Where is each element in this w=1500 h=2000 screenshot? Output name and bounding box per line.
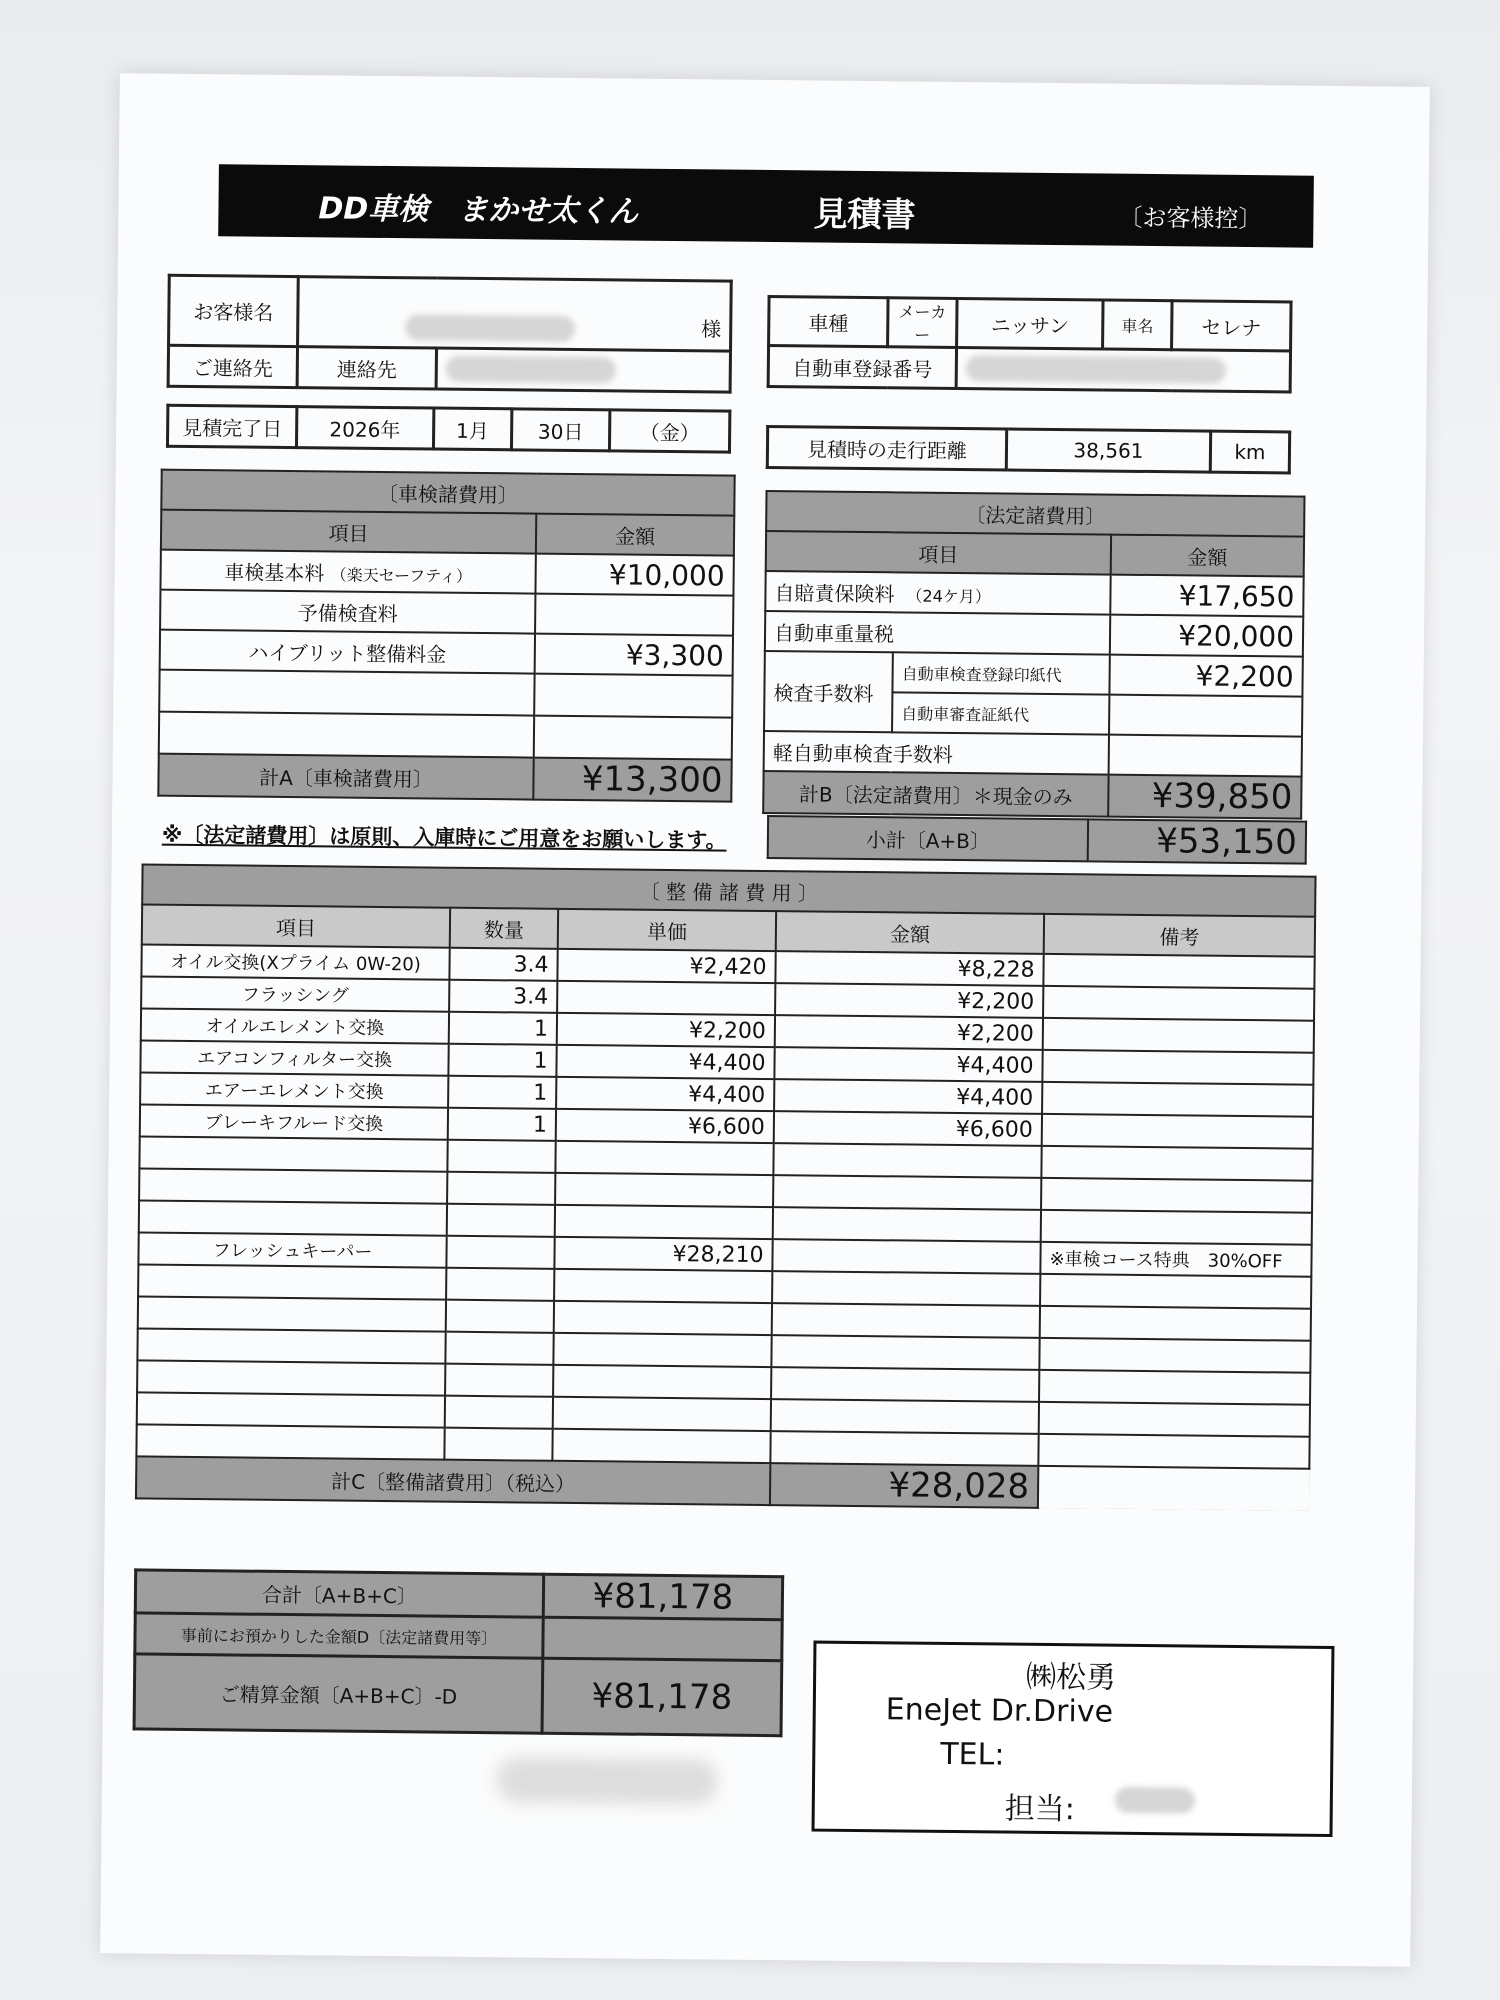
row-amount: ¥4,400 bbox=[774, 1047, 1042, 1082]
row-remarks bbox=[1043, 954, 1314, 989]
row-remarks bbox=[1043, 1018, 1314, 1053]
date-year: 2026年 bbox=[296, 407, 433, 449]
inspection-fee-label: 検査手数料 bbox=[764, 651, 893, 732]
light-vehicle-label: 軽自動車検査手数料 bbox=[764, 731, 1109, 775]
subtotal-value: ¥53,150 bbox=[1088, 819, 1306, 863]
row-unit-price bbox=[555, 1141, 773, 1175]
model-value: セレナ bbox=[1172, 301, 1291, 351]
estimate-sheet bbox=[100, 73, 1430, 1967]
col-quantity: 数量 bbox=[450, 908, 558, 949]
date-label: 見積完了日 bbox=[167, 405, 296, 447]
row-quantity bbox=[447, 1172, 555, 1205]
row-remarks bbox=[1040, 1274, 1311, 1309]
row-unit-price: ¥2,420 bbox=[557, 949, 775, 983]
row-item bbox=[139, 1168, 447, 1203]
stamp1-amount: ¥2,200 bbox=[1109, 655, 1302, 697]
col-unit-price: 単価 bbox=[558, 909, 776, 951]
mileage-table bbox=[766, 425, 1291, 474]
row-quantity: 3.4 bbox=[449, 980, 557, 1013]
legal-total: ¥39,850 bbox=[1108, 775, 1301, 819]
maintenance-table bbox=[135, 863, 1317, 1511]
light-vehicle-amount bbox=[1109, 735, 1302, 777]
copy-label: 〔お客様控〕 bbox=[1118, 203, 1263, 234]
maintenance-total-label: 計C〔整備諸費用〕（税込） bbox=[136, 1456, 770, 1505]
row-unit-price bbox=[553, 1365, 771, 1399]
row-amount: ¥6,600 bbox=[774, 1111, 1042, 1146]
row-quantity bbox=[446, 1268, 554, 1301]
row-remarks bbox=[1039, 1338, 1310, 1373]
header-banner bbox=[218, 164, 1314, 247]
sum-value: ¥81,178 bbox=[543, 1574, 782, 1620]
row-quantity: 1 bbox=[448, 1108, 556, 1141]
date-month: 1月 bbox=[433, 408, 512, 450]
row-unit-price: ¥2,200 bbox=[557, 1013, 775, 1047]
insurance-note: （24ケ月） bbox=[914, 586, 991, 606]
sum-label: 合計〔A+B+C〕 bbox=[135, 1570, 543, 1617]
row-item: フレッシュキーパー bbox=[138, 1232, 446, 1267]
row-unit-price bbox=[554, 1269, 772, 1303]
document-title: 見積書 bbox=[813, 194, 916, 236]
customer-name-label: お客様名 bbox=[169, 275, 299, 346]
row-unit-price bbox=[554, 1301, 772, 1335]
row-amount bbox=[771, 1335, 1039, 1370]
stamp2-label: 自動車審査証紙代 bbox=[892, 692, 1109, 734]
col-remarks: 備考 bbox=[1044, 914, 1315, 957]
row-item bbox=[138, 1264, 446, 1299]
redacted-stamp bbox=[497, 1757, 717, 1804]
settlement-value: ¥81,178 bbox=[542, 1658, 782, 1735]
row-item: ブレーキフルード交換 bbox=[140, 1104, 448, 1139]
insurance-amount: ¥17,650 bbox=[1110, 575, 1303, 617]
vehicle-table bbox=[767, 295, 1293, 393]
summary-table bbox=[133, 1568, 785, 1737]
legal-col-amount: 金額 bbox=[1111, 535, 1304, 577]
shaken-row-item: 予備検査料 bbox=[160, 590, 535, 634]
row-quantity bbox=[445, 1396, 553, 1429]
row-item bbox=[138, 1296, 446, 1331]
row-remarks: ※車検コース特典 30%OFF bbox=[1040, 1242, 1311, 1277]
col-item: 項目 bbox=[142, 904, 450, 947]
row-remarks bbox=[1043, 986, 1314, 1021]
row-unit-price bbox=[555, 1205, 773, 1239]
shaken-col-amount: 金額 bbox=[536, 514, 734, 556]
brand-title: DD車検 まかせ太くん bbox=[318, 191, 639, 230]
row-quantity bbox=[446, 1236, 554, 1269]
row-unit-price: ¥6,600 bbox=[556, 1109, 774, 1143]
subtotal-label: 小計〔A+B〕 bbox=[768, 816, 1088, 861]
tel-label: TEL: bbox=[940, 1736, 1005, 1773]
shaken-row-amount: ¥10,000 bbox=[535, 554, 733, 596]
row-amount: ¥2,200 bbox=[775, 983, 1043, 1018]
shaken-row-amount: ¥3,300 bbox=[535, 634, 733, 676]
shaken-row-item: ハイブリット整備料金 bbox=[160, 630, 535, 674]
shaken-fees-title: 〔車検諸費用〕 bbox=[161, 470, 734, 516]
date-day: 30日 bbox=[512, 409, 610, 451]
row-remarks bbox=[1041, 1210, 1312, 1245]
mileage-label: 見積時の走行距離 bbox=[767, 426, 1006, 470]
row-item bbox=[137, 1360, 445, 1395]
customer-table bbox=[167, 274, 733, 394]
row-item bbox=[137, 1392, 445, 1427]
row-quantity bbox=[447, 1140, 555, 1173]
row-quantity bbox=[446, 1300, 554, 1333]
shaken-row-note: （楽天セーフティ） bbox=[330, 564, 473, 586]
row-item: フラッシング bbox=[141, 976, 449, 1011]
row-unit-price bbox=[555, 1173, 773, 1207]
row-amount: ¥4,400 bbox=[774, 1079, 1042, 1114]
row-remarks bbox=[1040, 1306, 1311, 1341]
col-amount: 金額 bbox=[776, 911, 1044, 954]
row-remarks bbox=[1038, 1434, 1309, 1469]
legal-total-label: 計B〔法定諸費用〕＊現金のみ bbox=[763, 771, 1108, 817]
row-unit-price bbox=[557, 981, 775, 1015]
row-item bbox=[136, 1424, 444, 1459]
row-amount bbox=[773, 1143, 1041, 1178]
shaken-row-amount bbox=[535, 594, 733, 636]
row-amount bbox=[771, 1367, 1039, 1402]
mileage-unit: km bbox=[1210, 431, 1289, 473]
row-unit-price bbox=[552, 1429, 770, 1463]
date-table bbox=[166, 404, 731, 454]
company-box bbox=[812, 1641, 1335, 1837]
legal-col-item: 項目 bbox=[766, 531, 1111, 575]
maker-label: メーカー bbox=[888, 298, 958, 348]
row-item: オイルエレメント交換 bbox=[141, 1008, 449, 1043]
honorific: 様 bbox=[701, 316, 722, 342]
shaken-row-amount bbox=[534, 716, 732, 760]
legal-fee-note: ※〔法定諸費用〕は原則、入庫時にご用意をお願いします。 bbox=[161, 822, 727, 853]
maker-value: ニッサン bbox=[957, 298, 1104, 349]
shaken-row-amount bbox=[534, 674, 732, 718]
redacted-staff bbox=[1115, 1787, 1195, 1814]
row-amount bbox=[771, 1399, 1039, 1434]
row-amount bbox=[770, 1431, 1038, 1466]
row-amount bbox=[773, 1207, 1041, 1242]
shaken-row-item: 車検基本料 bbox=[224, 559, 325, 585]
row-amount: ¥8,228 bbox=[775, 951, 1043, 986]
redacted-registration bbox=[966, 355, 1226, 384]
row-amount bbox=[772, 1303, 1040, 1338]
shaken-total-label: 計A〔車検諸費用〕 bbox=[158, 754, 533, 800]
row-quantity bbox=[445, 1364, 553, 1397]
row-remarks bbox=[1041, 1178, 1312, 1213]
redacted-contact bbox=[446, 356, 616, 384]
stamp2-amount bbox=[1109, 695, 1302, 737]
deposit-value bbox=[543, 1617, 782, 1661]
row-remarks bbox=[1042, 1050, 1313, 1085]
company-name: ㈱松勇 bbox=[1025, 1659, 1117, 1696]
row-quantity bbox=[444, 1428, 552, 1461]
row-remarks bbox=[1039, 1370, 1310, 1405]
stamp1-label: 自動車検査登録印紙代 bbox=[892, 652, 1109, 694]
settlement-label: ご精算金額〔A+B+C〕-D bbox=[134, 1654, 543, 1733]
store-name: EneJet Dr.Drive bbox=[885, 1692, 1114, 1730]
row-remarks bbox=[1041, 1146, 1312, 1181]
shaken-fees-table bbox=[157, 469, 735, 803]
row-quantity bbox=[447, 1204, 555, 1237]
row-item: オイル交換(Xプライム 0W-20) bbox=[141, 944, 449, 979]
insurance-label: 自賠責保険料 bbox=[774, 580, 895, 606]
row-unit-price bbox=[553, 1333, 771, 1367]
row-item: エアコンフィルター交換 bbox=[140, 1040, 448, 1075]
redacted-name bbox=[405, 314, 575, 342]
row-item: エアーエレメント交換 bbox=[140, 1072, 448, 1107]
row-quantity: 1 bbox=[448, 1044, 556, 1077]
row-quantity: 1 bbox=[449, 1012, 557, 1045]
model-label: 車名 bbox=[1103, 300, 1173, 350]
row-item bbox=[137, 1328, 445, 1363]
contact-sublabel: 連絡先 bbox=[297, 347, 436, 389]
maintenance-title: 〔 整 備 諸 費 用 〕 bbox=[142, 864, 1315, 916]
row-item bbox=[139, 1136, 447, 1171]
mileage-value: 38,561 bbox=[1006, 429, 1210, 472]
row-amount: ¥2,200 bbox=[775, 1015, 1043, 1050]
weight-tax-label: 自動車重量税 bbox=[765, 611, 1110, 655]
row-amount bbox=[772, 1271, 1040, 1306]
shaken-col-item: 項目 bbox=[161, 510, 536, 554]
registration-label: 自動車登録番号 bbox=[768, 346, 956, 389]
staff-label: 担当: bbox=[1004, 1791, 1076, 1828]
shaken-total: ¥13,300 bbox=[533, 758, 731, 802]
contact-label: ご連絡先 bbox=[168, 345, 297, 387]
row-item bbox=[139, 1200, 447, 1235]
row-amount bbox=[772, 1239, 1040, 1274]
row-amount bbox=[773, 1175, 1041, 1210]
row-remarks bbox=[1042, 1114, 1313, 1149]
legal-fees-table bbox=[762, 490, 1305, 820]
row-quantity bbox=[445, 1332, 553, 1365]
date-weekday: （金） bbox=[609, 410, 729, 452]
shaken-row-item bbox=[159, 670, 534, 716]
row-unit-price bbox=[553, 1397, 771, 1431]
row-quantity: 3.4 bbox=[449, 948, 557, 981]
shaken-row-item bbox=[159, 712, 534, 758]
row-quantity: 1 bbox=[448, 1076, 556, 1109]
maintenance-total: ¥28,028 bbox=[770, 1463, 1038, 1508]
legal-fees-title: 〔法定諸費用〕 bbox=[766, 491, 1304, 537]
vehicle-type-label: 車種 bbox=[769, 297, 889, 347]
row-unit-price: ¥28,210 bbox=[554, 1237, 772, 1271]
row-unit-price: ¥4,400 bbox=[556, 1077, 774, 1111]
subtotal-table bbox=[767, 815, 1307, 865]
row-remarks bbox=[1042, 1082, 1313, 1117]
weight-tax-amount: ¥20,000 bbox=[1110, 615, 1303, 657]
row-remarks bbox=[1039, 1402, 1310, 1437]
row-unit-price: ¥4,400 bbox=[556, 1045, 774, 1079]
deposit-label: 事前にお預かりした金額D〔法定諸費用等〕 bbox=[135, 1613, 543, 1658]
